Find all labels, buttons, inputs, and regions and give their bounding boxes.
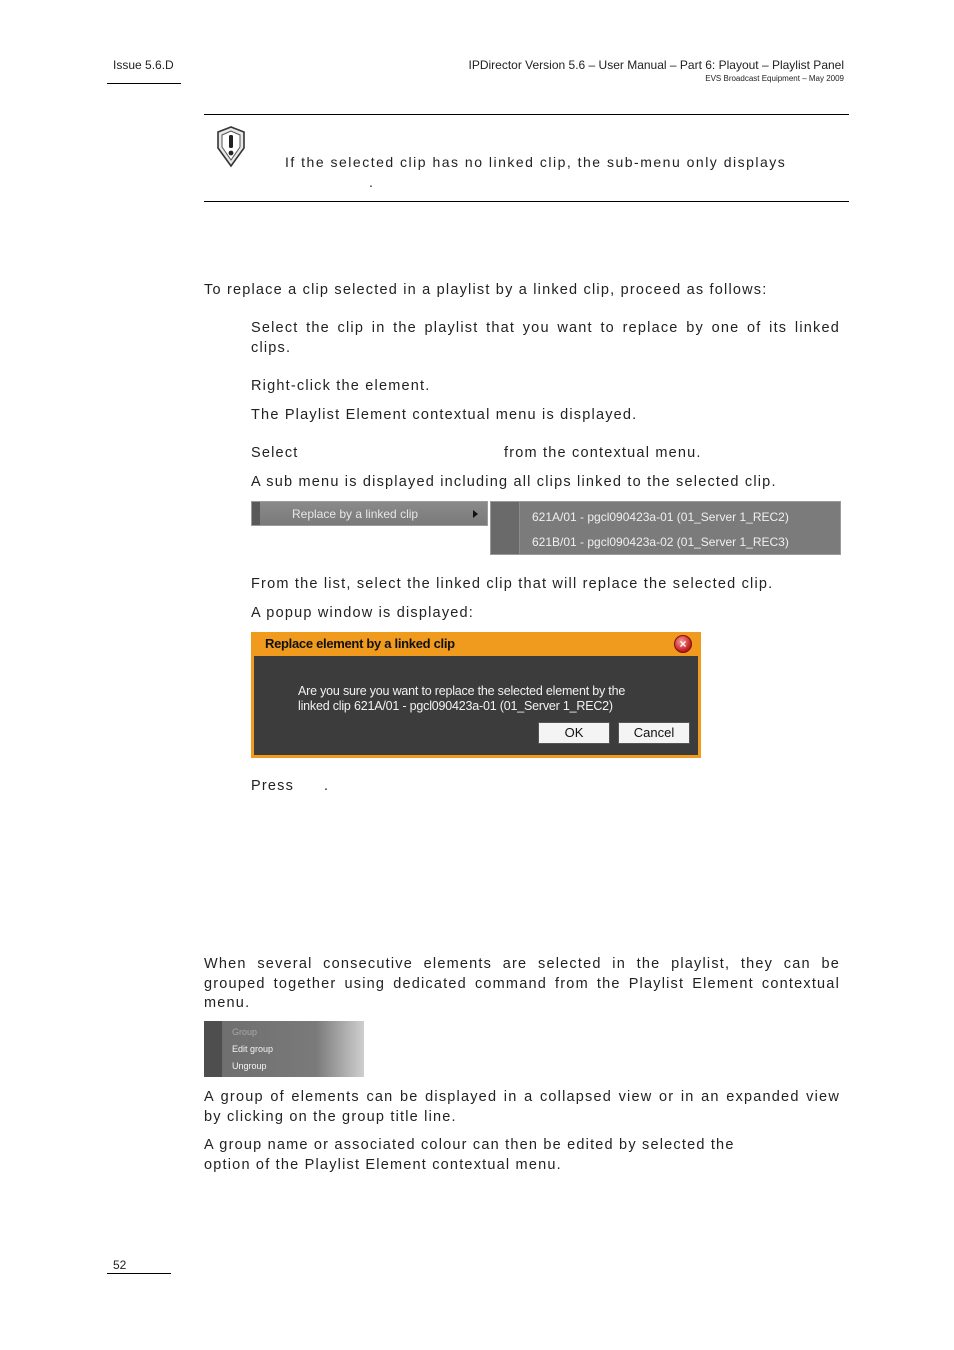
step-4-result: A popup window is displayed: — [251, 605, 475, 621]
page-number: 52 — [113, 1258, 127, 1272]
dialog-title: Replace element by a linked clip — [265, 636, 455, 651]
step-4-text: From the list, select the linked clip that will replace the selected clip. — [251, 576, 774, 592]
document-subtitle: EVS Broadcast Equipment – May 2009 — [705, 74, 844, 83]
ok-button[interactable]: OK — [538, 722, 610, 744]
linked-clip-item[interactable]: 621A/01 - pgcl090423a-01 (01_Server 1_REC2) — [532, 510, 789, 524]
submenu-parent-label: Replace by a linked clip — [292, 507, 419, 521]
step-3-text-a: Select — [251, 445, 299, 461]
running-header — [468, 58, 844, 83]
cancel-button[interactable]: Cancel — [618, 722, 690, 744]
step-2-result: The Playlist Element contextual menu is displayed. — [251, 407, 638, 423]
dialog-message-line: linked clip 621A/01 - pgcl090423a-01 (01_Server 1_REC2) — [298, 699, 613, 713]
menu-icon-strip — [204, 1021, 222, 1077]
linked-clip-submenu — [490, 501, 841, 555]
replace-confirm-dialog — [251, 632, 701, 758]
menu-item-ungroup[interactable]: Ungroup — [232, 1061, 267, 1071]
menu-icon-strip — [491, 502, 520, 554]
group-paragraph-3b: option of the Playlist Element contextual menu. — [204, 1157, 562, 1173]
menu-icon-strip — [252, 502, 260, 525]
close-icon[interactable]: × — [674, 635, 692, 653]
menu-item-edit-group[interactable]: Edit group — [232, 1044, 274, 1054]
step-1-text: Select the clip in the playlist that you want to replace by one of its linked clips. — [251, 320, 840, 356]
linked-clip-item[interactable]: 621B/01 - pgcl090423a-02 (01_Server 1_REC3) — [532, 535, 789, 549]
step-5-text-a: Press — [251, 778, 295, 794]
submenu-parent-item[interactable] — [251, 501, 488, 526]
group-paragraph-3a: A group name or associated colour can then be edited by selected the — [204, 1137, 735, 1153]
note-bottom-rule — [204, 201, 849, 202]
menu-item-group[interactable]: Group — [232, 1027, 258, 1037]
dialog-message-line: Are you sure you want to replace the selected element by the — [298, 684, 626, 698]
note-top-rule — [204, 114, 849, 115]
step-3-text-b: from the contextual menu. — [504, 445, 702, 461]
dialog-body — [254, 656, 698, 755]
document-title: IPDirector Version 5.6 – User Manual – Part 6: Playout – Playlist Panel — [468, 58, 844, 72]
group-paragraph-2: A group of elements can be displayed in a collapsed view or in an expanded view by clicking on the group title line. — [204, 1089, 840, 1125]
procedure-intro: To replace a clip selected in a playlist by a linked clip, proceed as follows: — [204, 282, 768, 298]
step-3-result: A sub menu is displayed including all clips linked to the selected clip. — [251, 474, 777, 490]
issue-label: Issue 5.6.D — [113, 58, 174, 72]
group-paragraph-1: When several consecutive elements are selected in the playlist, they can be grouped together using dedicated command from the Playlist Element contextual menu. — [204, 956, 840, 1011]
important-note-icon — [214, 126, 248, 168]
footer-rule — [107, 1273, 171, 1274]
header-rule — [107, 83, 181, 84]
dialog-message — [298, 684, 625, 714]
group-contextual-menu — [204, 1021, 364, 1077]
submenu-arrow-icon — [473, 510, 478, 518]
note-text-end: . — [369, 174, 373, 190]
step-5-text-b: . — [324, 778, 330, 794]
step-2-text: Right-click the element. — [251, 378, 431, 394]
note-text: If the selected clip has no linked clip, the sub-menu only displays — [285, 154, 787, 170]
